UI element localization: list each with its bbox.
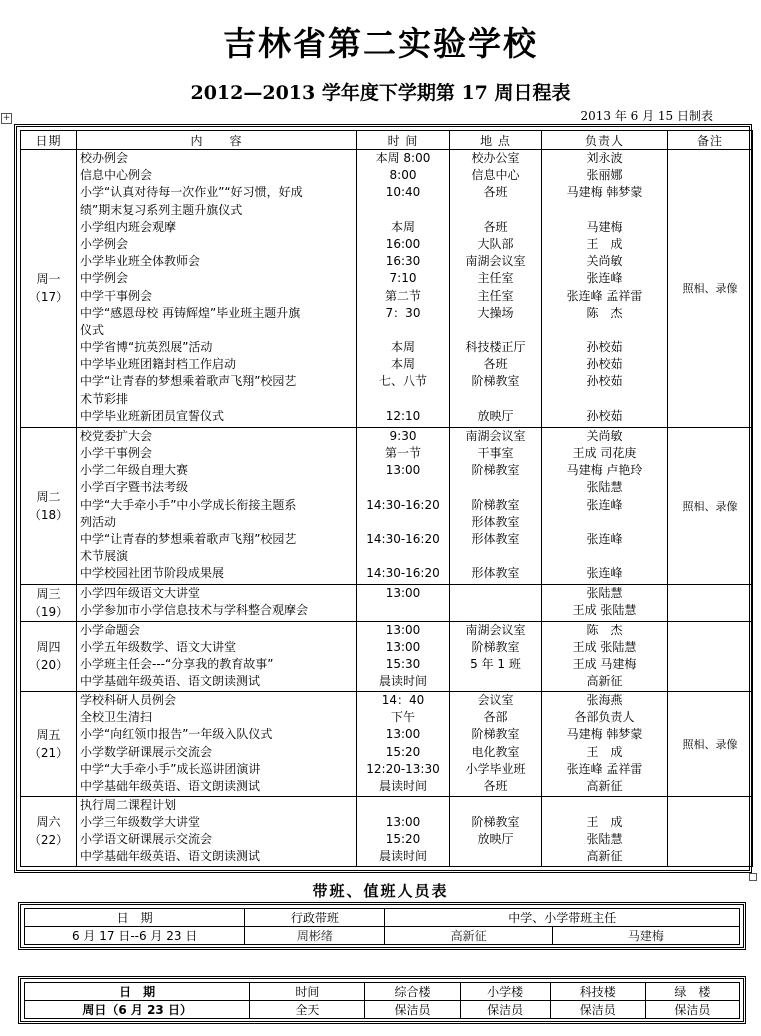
time-line: 13:00 [385, 463, 421, 478]
place-line: 大队部 [477, 236, 514, 251]
cleaning-time: 全天 [250, 1001, 365, 1019]
place-line: 校办公室 [471, 151, 520, 165]
content-line: 中学基础年级英语、语文朗读测试 [80, 849, 261, 864]
content-cell [77, 796, 357, 866]
person-line: 关尚敏 [586, 428, 623, 443]
person-line: 刘永波 [586, 151, 623, 165]
person-line: 张海燕 [586, 692, 623, 707]
place-line: 形体教室 [471, 566, 520, 581]
cleaning-header-b4: 绿 楼 [645, 983, 739, 1001]
col-header-place: 地 点 [450, 131, 542, 150]
time-line: 15:30 [385, 657, 421, 672]
time-line [357, 797, 449, 814]
content-line: 中学校园社团节阶段成果展 [80, 566, 225, 581]
content-line: 中学干事例会 [80, 288, 153, 303]
content-line: 小学五年级数学、语文大讲堂 [80, 639, 237, 654]
person-cell [542, 584, 668, 621]
content-line: 中学“大手牵小手”成长巡讲团演讲 [80, 761, 261, 776]
place-line: 干事室 [477, 446, 514, 460]
note-cell: 照相、录像 [668, 150, 753, 428]
person-line: 张陆慧 [586, 585, 623, 600]
duty-header-row [25, 909, 740, 927]
place-line: 放映厅 [477, 832, 514, 847]
time-line: 晨读时间 [378, 674, 427, 689]
note-cell [668, 796, 753, 866]
person-line: 王 成 [586, 814, 623, 829]
content-line: 小学百字暨书法考级 [80, 480, 189, 495]
person-line: 张连峰 [586, 497, 623, 512]
time-line: 7:10 [389, 271, 417, 286]
place-cell [450, 150, 542, 428]
duty-header-admin: 行政带班 [245, 909, 385, 927]
time-line: 10:40 [385, 185, 421, 200]
content-line: 中学省博“抗英烈展”活动 [80, 340, 213, 355]
person-cell [542, 796, 668, 866]
person-line [542, 514, 667, 531]
place-line [450, 673, 541, 690]
person-line: 张连峰 孟祥雷 [566, 288, 643, 303]
content-line: 中学例会 [80, 271, 129, 286]
day-cell [21, 427, 77, 584]
place-line: 主任室 [477, 271, 514, 286]
time-line: 15:20 [385, 744, 421, 759]
place-line [450, 797, 541, 814]
cleaning-b2: 保洁员 [460, 1001, 550, 1019]
note-cell: 照相、录像 [668, 427, 753, 584]
place-line: 南湖会议室 [465, 254, 526, 269]
time-cell [357, 796, 450, 866]
time-line: 8:00 [389, 168, 417, 183]
time-cell [357, 150, 450, 428]
time-line: 13:00 [385, 727, 421, 742]
content-line: 小学命题会 [80, 622, 141, 637]
person-line: 关尚敏 [586, 254, 623, 269]
place-cell [450, 691, 542, 796]
time-line: 12:10 [385, 408, 421, 423]
school-title: 吉林省第二实验学校 [223, 24, 538, 63]
place-line: 阶梯教室 [471, 639, 520, 654]
content-line: 绩”期末复习系列主题升旗仪式 [80, 202, 243, 217]
content-line: 全校卫生清扫 [80, 710, 153, 725]
cleaning-header-row [25, 983, 740, 1001]
place-line [450, 585, 541, 602]
person-line: 王成 张陆慧 [572, 602, 637, 617]
content-line: 小学干事例会 [80, 446, 153, 460]
place-cell [450, 584, 542, 621]
person-line: 张连峰 [586, 531, 623, 546]
person-line [542, 391, 667, 408]
place-line: 小学毕业班 [465, 761, 526, 776]
content-line: 小学参加市小学信息技术与学科整合观摩会 [80, 602, 309, 617]
content-line: 小学例会 [80, 236, 129, 251]
time-line: 13:00 [385, 622, 421, 637]
person-line: 孙校茹 [586, 408, 623, 423]
cleaning-b1: 保洁员 [365, 1001, 460, 1019]
date-made: 2013 年 6 月 15 日制表 [580, 109, 713, 123]
content-cell [77, 584, 357, 621]
time-line: 本周 [390, 357, 415, 372]
person-line: 陈 杰 [586, 622, 623, 637]
place-cell [450, 427, 542, 584]
time-line: 13:00 [385, 814, 421, 829]
place-line [450, 322, 541, 339]
cleaning-header-time: 时间 [250, 983, 365, 1001]
place-line: 南湖会议室 [465, 428, 526, 443]
person-line: 王成 张陆慧 [572, 639, 637, 654]
time-line: 12:20-13:30 [366, 761, 440, 776]
cleaning-header-b3: 科技楼 [550, 983, 645, 1001]
day-cell [21, 691, 77, 796]
day-row [21, 427, 753, 584]
time-line: 13:00 [385, 639, 421, 654]
person-line: 张陆慧 [586, 480, 623, 495]
content-cell [77, 621, 357, 691]
content-line: 中学基础年级英语、语文朗读测试 [80, 674, 261, 689]
day-label: 周六 [36, 815, 61, 830]
week-day-number: （18） [28, 507, 69, 522]
duty-primary-teacher: 马建梅 [552, 927, 739, 945]
person-line [542, 797, 667, 814]
time-line [357, 602, 449, 619]
place-line [450, 202, 541, 219]
week-day-number: （17） [28, 290, 69, 305]
person-cell [542, 691, 668, 796]
time-line: 本周 [390, 219, 415, 234]
person-line: 高新征 [586, 849, 623, 864]
day-cell [21, 584, 77, 621]
content-line: 学校科研人员例会 [80, 692, 177, 707]
content-line: 校办例会 [80, 151, 129, 165]
time-line: 16:30 [385, 254, 421, 269]
time-cell [357, 584, 450, 621]
cleaning-b4: 保洁员 [645, 1001, 739, 1019]
col-header-content: 内 容 [77, 131, 357, 150]
person-line: 王 成 [586, 744, 623, 759]
time-line: 14:30-16:20 [366, 531, 440, 546]
place-line: 电化教室 [471, 744, 520, 759]
person-line [542, 548, 667, 565]
place-line [450, 548, 541, 565]
place-cell [450, 621, 542, 691]
time-line [357, 391, 449, 408]
place-line: 各班 [483, 778, 508, 793]
person-line: 张丽娜 [586, 168, 623, 183]
note-cell [668, 584, 753, 621]
cleaning-date: 周日（6 月 23 日） [25, 1001, 250, 1019]
week-day-number: （19） [28, 604, 69, 619]
col-header-person: 负责人 [542, 131, 668, 150]
content-line: 中学毕业班团籍封档工作启动 [80, 357, 237, 372]
cleaning-header-b2: 小学楼 [460, 983, 550, 1001]
person-line: 马建梅 韩梦蒙 [566, 727, 643, 742]
place-line: 形体教室 [471, 514, 520, 529]
time-line: 晨读时间 [378, 849, 427, 864]
content-line: 中学“大手牵小手”中小学成长衔接主题系 [80, 497, 297, 512]
day-label: 周五 [36, 727, 61, 742]
person-line: 马建梅 卢艳玲 [566, 463, 643, 478]
time-line: 15:20 [385, 832, 421, 847]
content-line: 执行周二课程计划 [80, 797, 177, 812]
content-line: 小学三年级数学大讲堂 [80, 814, 201, 829]
day-cell [21, 150, 77, 428]
content-line: 中学“感恩母校 再铸辉煌”毕业班主题升旗 [80, 305, 301, 320]
content-line: 术节彩排 [80, 391, 129, 406]
person-cell [542, 427, 668, 584]
person-line: 马建梅 [586, 219, 623, 234]
day-label: 周三 [36, 586, 61, 601]
col-header-time: 时 间 [357, 131, 450, 150]
day-label: 周一 [36, 272, 61, 287]
week-day-number: （20） [28, 658, 69, 673]
time-line: 16:00 [385, 236, 421, 251]
duty-table-frame [18, 902, 746, 950]
duty-row [25, 927, 740, 945]
place-line: 信息中心 [471, 168, 520, 183]
time-line: 14：40 [381, 692, 425, 707]
place-cell [450, 796, 542, 866]
place-line: 各班 [483, 219, 508, 234]
cleaning-table [24, 982, 740, 1019]
person-line: 张连峰 [586, 271, 623, 286]
duty-middle-teacher: 高新征 [385, 927, 552, 945]
place-line: 放映厅 [477, 408, 514, 423]
cleaning-row [25, 1001, 740, 1019]
content-line: 校党委扩大会 [80, 428, 153, 443]
schedule-table [20, 130, 753, 867]
content-line: 小学“向红领巾报告”一年级入队仪式 [80, 727, 273, 742]
cleaning-header-date: 日 期 [25, 983, 250, 1001]
schedule-table-frame [14, 124, 752, 873]
place-line: 阶梯教室 [471, 374, 520, 389]
duty-date: 6 月 17 日--6 月 23 日 [25, 927, 245, 945]
place-line: 科技楼正厅 [465, 340, 526, 355]
time-line: 第二节 [384, 288, 421, 303]
week-day-number: （22） [28, 833, 69, 848]
content-cell [77, 150, 357, 428]
duty-admin: 周彬绪 [245, 927, 385, 945]
place-line [450, 848, 541, 865]
content-line: 小学“认真对待每一次作业”“好习惯，好成 [80, 185, 303, 200]
time-cell [357, 691, 450, 796]
time-line [357, 514, 449, 531]
cleaning-header-b1: 综合楼 [365, 983, 460, 1001]
time-cell [357, 427, 450, 584]
table-move-handle-icon[interactable]: + [2, 113, 11, 123]
col-header-day: 日期 [21, 131, 77, 150]
place-line: 5 年 1 班 [470, 657, 521, 672]
person-line: 王 成 [586, 236, 623, 251]
content-line: 小学组内班会观摩 [80, 219, 177, 234]
duty-header-teacher: 中学、小学带班主任 [385, 909, 740, 927]
content-line: 中学“让青春的梦想乘着歌声飞翔”校园艺 [80, 374, 297, 389]
duty-table-title: 带班、值班人员表 [312, 882, 449, 900]
person-line: 高新征 [586, 778, 623, 793]
content-cell [77, 691, 357, 796]
place-line: 会议室 [477, 692, 514, 707]
time-line: 第一节 [384, 446, 421, 460]
time-line: 7：30 [385, 305, 421, 320]
time-line: 晨读时间 [378, 778, 427, 793]
place-line: 大操场 [477, 305, 514, 320]
day-cell [21, 796, 77, 866]
place-line: 形体教室 [471, 531, 520, 546]
time-line: 9:30 [389, 428, 417, 443]
cleaning-b3: 保洁员 [550, 1001, 645, 1019]
person-line: 张连峰 [586, 566, 623, 581]
place-line [450, 391, 541, 408]
schedule-header-row [21, 131, 753, 150]
time-line: 下午 [390, 710, 415, 725]
place-line [450, 602, 541, 619]
note-cell: 照相、录像 [668, 691, 753, 796]
time-line [357, 548, 449, 565]
place-line: 阶梯教室 [471, 497, 520, 512]
day-row [21, 584, 753, 621]
person-line: 各部负责人 [574, 710, 635, 725]
place-line: 各部 [483, 710, 508, 725]
person-line [542, 202, 667, 219]
content-line: 中学“让青春的梦想乘着歌声飞翔”校园艺 [80, 531, 297, 546]
cleaning-table-frame [18, 976, 746, 1024]
time-line: 13:00 [385, 585, 421, 600]
day-label: 周四 [36, 640, 61, 655]
content-line: 术节展演 [80, 549, 129, 564]
day-row [21, 796, 753, 866]
duty-table [24, 908, 740, 945]
person-line: 王成 马建梅 [572, 657, 637, 672]
person-line: 孙校茹 [586, 374, 623, 389]
content-line: 信息中心例会 [80, 168, 153, 183]
person-cell [542, 621, 668, 691]
week-day-number: （21） [28, 745, 69, 760]
person-line: 孙校茹 [586, 340, 623, 355]
person-line: 张连峰 孟祥雷 [566, 761, 643, 776]
place-line: 南湖会议室 [465, 622, 526, 637]
note-cell [668, 621, 753, 691]
content-line: 列活动 [80, 514, 117, 529]
col-header-note: 备注 [668, 131, 753, 150]
time-line [357, 479, 449, 496]
day-row [21, 691, 753, 796]
schedule-subtitle: 2012—2013 学年度下学期第 17 周日程表 [190, 82, 571, 104]
content-line: 中学毕业班新团员宣誓仪式 [80, 408, 225, 423]
place-line: 阶梯教室 [471, 463, 520, 478]
person-line: 陈 杰 [586, 305, 623, 320]
place-line: 阶梯教室 [471, 814, 520, 829]
content-line: 仪式 [80, 322, 105, 337]
time-line [357, 202, 449, 219]
content-line: 小学毕业班全体教师会 [80, 254, 201, 269]
day-label: 周二 [36, 489, 61, 504]
time-cell [357, 621, 450, 691]
place-line: 主任室 [477, 288, 514, 303]
time-line: 七、八节 [378, 374, 427, 389]
day-cell [21, 621, 77, 691]
place-line: 各班 [483, 357, 508, 372]
content-line: 小学四年级语文大讲堂 [80, 585, 201, 600]
person-line: 张陆慧 [586, 832, 623, 847]
person-line: 王成 司花庚 [572, 446, 637, 460]
time-line: 本周 8:00 [375, 151, 431, 165]
day-row [21, 621, 753, 691]
content-line: 小学数学研课展示交流会 [80, 744, 213, 759]
person-line: 孙校茹 [586, 357, 623, 372]
duty-header-date: 日 期 [25, 909, 245, 927]
person-cell [542, 150, 668, 428]
time-line: 本周 [390, 340, 415, 355]
person-line [542, 322, 667, 339]
content-line: 小学语文研课展示交流会 [80, 832, 213, 847]
time-line: 14:30-16:20 [366, 497, 440, 512]
schedule-body [21, 150, 753, 867]
day-row [21, 150, 753, 428]
time-line [357, 322, 449, 339]
place-line [450, 479, 541, 496]
place-line: 阶梯教室 [471, 727, 520, 742]
person-line: 高新征 [586, 674, 623, 689]
content-cell [77, 427, 357, 584]
place-line: 各班 [483, 185, 508, 200]
content-line: 小学班主任会---“分享我的教育故事” [80, 657, 274, 672]
time-line: 14:30-16:20 [366, 566, 440, 581]
content-line: 中学基础年级英语、语文朗读测试 [80, 778, 261, 793]
content-line: 小学二年级自理大赛 [80, 463, 189, 478]
person-line: 马建梅 韩梦蒙 [566, 185, 643, 200]
